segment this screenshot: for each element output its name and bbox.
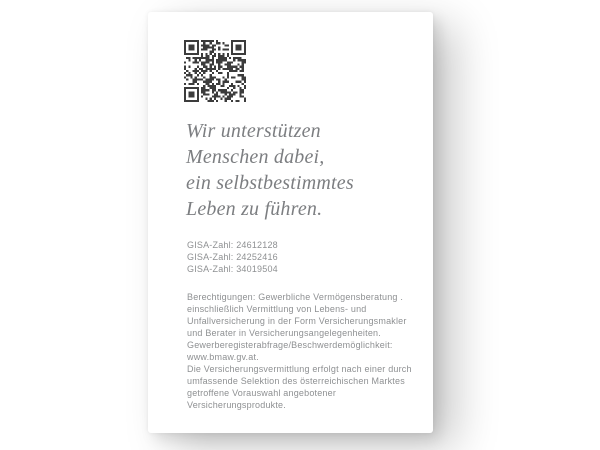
- headline: [186, 118, 406, 222]
- legal-line: Die Versicherungsvermittlung erfolgt nach einer durch: [187, 364, 412, 374]
- headline-line: Leben zu führen.: [186, 198, 323, 220]
- legal-line: Unfallversicherung in der Form Versicherungsmakler: [187, 316, 407, 326]
- gisa-number: GISA-Zahl: 24612128: [187, 240, 278, 250]
- legal-line: Versicherungsprodukte.: [187, 400, 286, 410]
- legal-line: www.bmaw.gv.at.: [187, 352, 259, 362]
- legal-line: einschließlich Vermittlung von Lebens- und: [187, 304, 367, 314]
- legal-line: Gewerberegisterabfrage/Beschwerdemöglichkeit:: [187, 340, 393, 350]
- legal-text: [187, 291, 427, 411]
- legal-line: Berechtigungen: Gewerbliche Vermögensberatung .: [187, 292, 404, 302]
- headline-line: Wir unterstützen: [186, 120, 321, 142]
- gisa-number: GISA-Zahl: 34019504: [187, 264, 278, 274]
- headline-line: ein selbstbestimmtes: [186, 172, 354, 194]
- gisa-number-list: [187, 239, 278, 275]
- legal-line: getroffene Vorauswahl angebotener: [187, 388, 337, 398]
- legal-line: und Berater in Versicherungsangelegenheiten.: [187, 328, 381, 338]
- legal-line: umfassende Selektion des österreichischen Marktes: [187, 376, 405, 386]
- qr-code-icon: [184, 40, 246, 102]
- headline-line: Menschen dabei,: [186, 146, 325, 168]
- gisa-number: GISA-Zahl: 24252416: [187, 252, 278, 262]
- info-card: [148, 12, 433, 433]
